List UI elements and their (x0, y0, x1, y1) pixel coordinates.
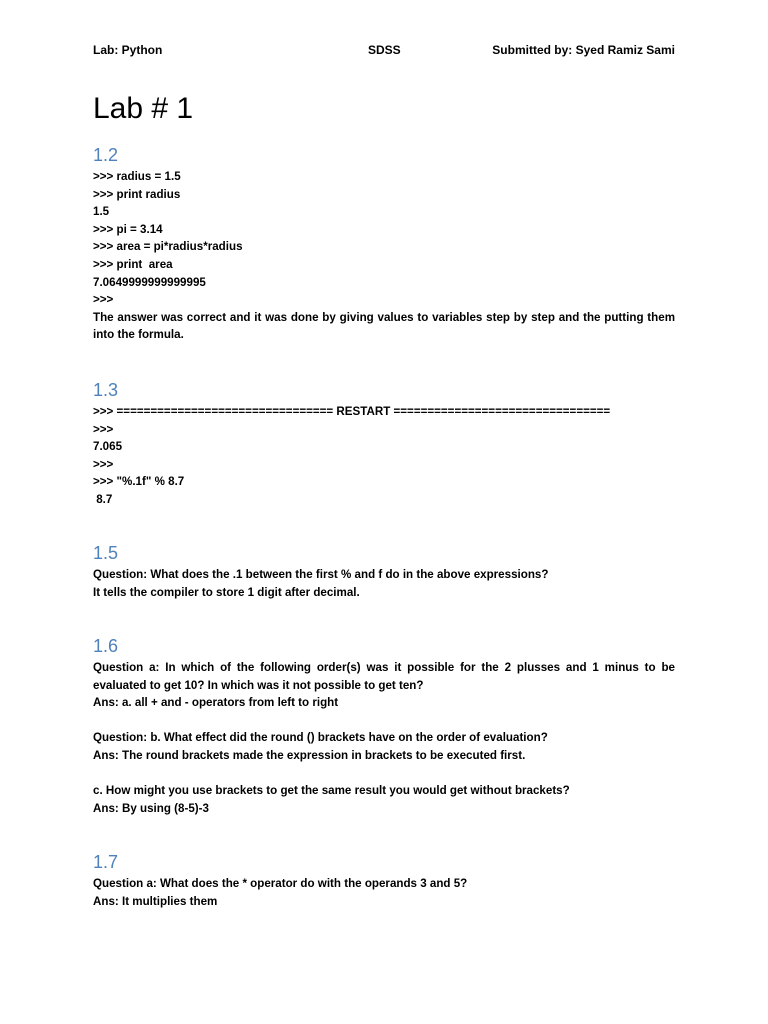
section-heading: 1.3 (93, 380, 119, 400)
section-heading: 1.6 (93, 636, 119, 656)
section-1-7 (93, 851, 675, 910)
header-lab-name: Lab: Python (93, 43, 163, 57)
section-1-3 (93, 379, 675, 509)
question-line: Question a: What does the * operator do with the operands 3 and 5? (93, 877, 468, 890)
section-heading: 1.5 (93, 543, 119, 563)
answer-line: Ans: a. all + and - operators from left to right (93, 696, 339, 710)
code-line: >>> area = pi*radius*radius (93, 240, 243, 254)
code-line: 7.065 (93, 440, 123, 454)
question-line: c. How might you use brackets to get the same result you would get without brackets? (93, 784, 570, 798)
header-submitted-by: Submitted by: Syed Ramiz Sami (492, 43, 675, 57)
header-course: SDSS (368, 43, 401, 57)
answer-line: Ans: It multiplies them (93, 894, 218, 908)
answer-line: Ans: By using (8-5)-3 (93, 801, 209, 815)
explanation-paragraph: The answer was correct and it was done by giving values to variables step by step and the putting them into the formula. (93, 310, 675, 342)
spacer (93, 712, 675, 730)
question-line: Question: b. What effect did the round () brackets have on the order of evaluation? (93, 731, 548, 745)
code-line: 7.0649999999999995 (93, 275, 206, 289)
code-line: >>> (93, 422, 114, 436)
section-heading: 1.2 (93, 145, 119, 165)
answer-line: Ans: The round brackets made the expression in brackets to be executed first. (93, 748, 526, 762)
code-line: 8.7 (93, 492, 113, 506)
code-line: 1.5 (93, 205, 110, 219)
question-paragraph: Question a: In which of the following order(s) was it possible for the 2 plusses and 1 minus to be evaluated to get 10? In which was it not possible to get ten? (93, 661, 675, 692)
code-line: >>> (93, 293, 114, 307)
section-1-5 (93, 542, 675, 601)
code-line: >>> pi = 3.14 (93, 222, 163, 236)
code-line: >>> "%.1f" % 8.7 (93, 475, 185, 489)
code-line: >>> (93, 457, 114, 471)
code-line: >>> radius = 1.5 (93, 170, 181, 183)
section-1-2 (93, 144, 675, 344)
section-heading: 1.7 (93, 852, 119, 872)
code-line: >>> print area (93, 257, 173, 271)
code-line: >>> ================================ RESTART ================================ (93, 405, 611, 418)
document-page (93, 0, 675, 1024)
answer-line: It tells the compiler to store 1 digit after decimal. (93, 585, 360, 599)
question-line: Question: What does the .1 between the first % and f do in the above expressions? (93, 568, 549, 581)
page-title: Lab # 1 (93, 92, 194, 125)
page-header (93, 43, 675, 59)
section-1-6 (93, 635, 675, 817)
code-line: >>> print radius (93, 187, 181, 201)
spacer (93, 765, 675, 783)
